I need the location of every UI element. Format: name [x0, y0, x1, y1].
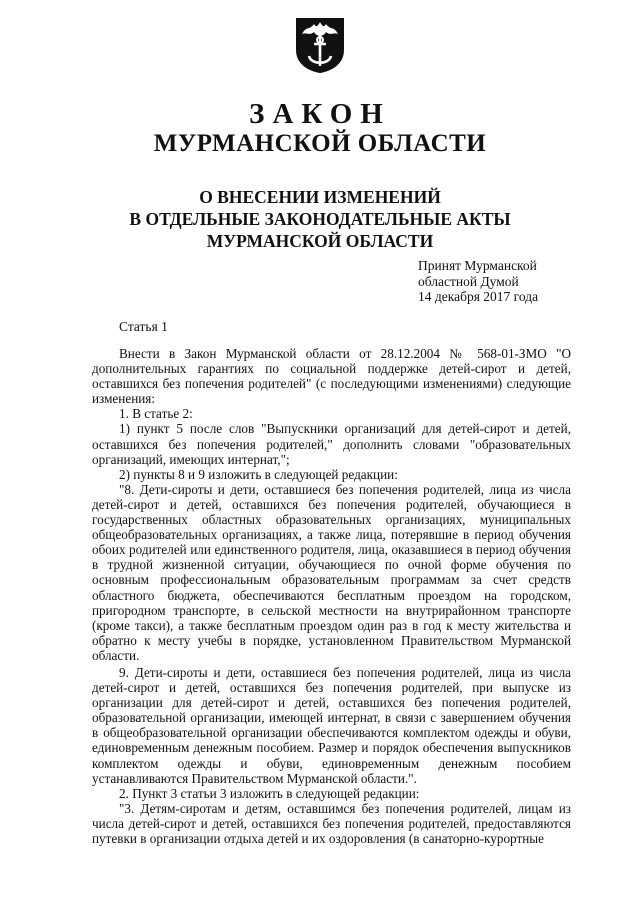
- adoption-note: [418, 258, 538, 305]
- paragraph: 2. Пункт 3 статьи 3 изложить в следующей редакции:: [119, 785, 420, 801]
- paragraph: "8. Дети-сироты и дети, оставшиеся без попечения родителей, лица из числа детей-сирот и детей, оставшихся без попечения родителей, обучающиеся в государственных областных образовательных организациях, муниципальных общеобразовательных организациях, а также лица, потерявшие в период обучения обоих родителей или единственного родителя, лица, оказавшиеся в период обучения в трудной жизненной ситуации, обучающиеся по очной форме обучения по основным профессиональным образовательным программам за счет средств областного бюджета, обеспечиваются бесплатным проездом на городском, пригородном транспорте, в сельской местности на внутрирайонном транспорте (кроме такси), а также бесплатным проездом один раз в год к месту жительства и обратно к месту учебы в порядке, установленном Правительством Мурманской области.: [92, 481, 571, 663]
- paragraph: 2) пункты 8 и 9 изложить в следующей редакции:: [119, 466, 398, 482]
- adoption-line: 14 декабря 2017 года: [418, 289, 539, 304]
- adoption-line: Принят Мурманской: [418, 258, 537, 273]
- region-title: МУРМАНСКОЙ ОБЛАСТИ: [153, 130, 487, 157]
- murmansk-coat-of-arms-icon: [292, 16, 348, 74]
- paragraph: 1) пункт 5 после слов "Выпускники организаций для детей-сирот и детей, оставшихся без попечения родителей," дополнить словами "образовательных организаций, имеющих интернат,";: [92, 421, 571, 467]
- subtitle-line: О ВНЕСЕНИИ ИЗМЕНЕНИЙ: [199, 187, 441, 207]
- paragraph: 1. В статье 2:: [119, 406, 193, 422]
- paragraph: "3. Детям-сиротам и детям, оставшимся без попечения родителей, лицам из числа детей-сирот и детей, оставшихся без попечения родителей, предоставляются путевки в организации отдыха детей и их оздоровления (в санаторно-курортные: [92, 800, 571, 846]
- paragraph: 9. Дети-сироты и дети, оставшиеся без попечения родителей, лица из числа детей-сирот и детей, оставшихся без попечения родителей, при выпуске из организации для детей-сирот и детей, оставшихся без попечения родителей, образовательной организации, имеющей интернат, в связи с завершением обучения в общеобразовательной организации обеспечиваются комплектом одежды и обуви, единовременным денежным пособием. Размер и порядок обеспечения выпускников комплектом одежды и обуви, единовременным денежным пособием устанавливаются Правительством Мурманской области.".: [92, 664, 571, 786]
- adoption-line: областной Думой: [418, 273, 519, 289]
- article-body: [92, 346, 571, 846]
- law-title: ЗАКОН: [249, 98, 391, 130]
- paragraph: Внести в Закон Мурманской области от 28.12.2004 № 568-01-ЗМО "О дополнительных гарантиях по социальной поддержке детей-сирот и детей, оставшихся без попечения родителей" (с последующими изменениями) следующие изменения:: [92, 346, 571, 407]
- subtitle-line: МУРМАНСКОЙ ОБЛАСТИ: [206, 231, 434, 251]
- subtitle-line: В ОТДЕЛЬНЫЕ ЗАКОНОДАТЕЛЬНЫЕ АКТЫ: [129, 209, 511, 229]
- law-subtitle: [0, 186, 640, 252]
- article-heading: Статья 1: [119, 319, 168, 334]
